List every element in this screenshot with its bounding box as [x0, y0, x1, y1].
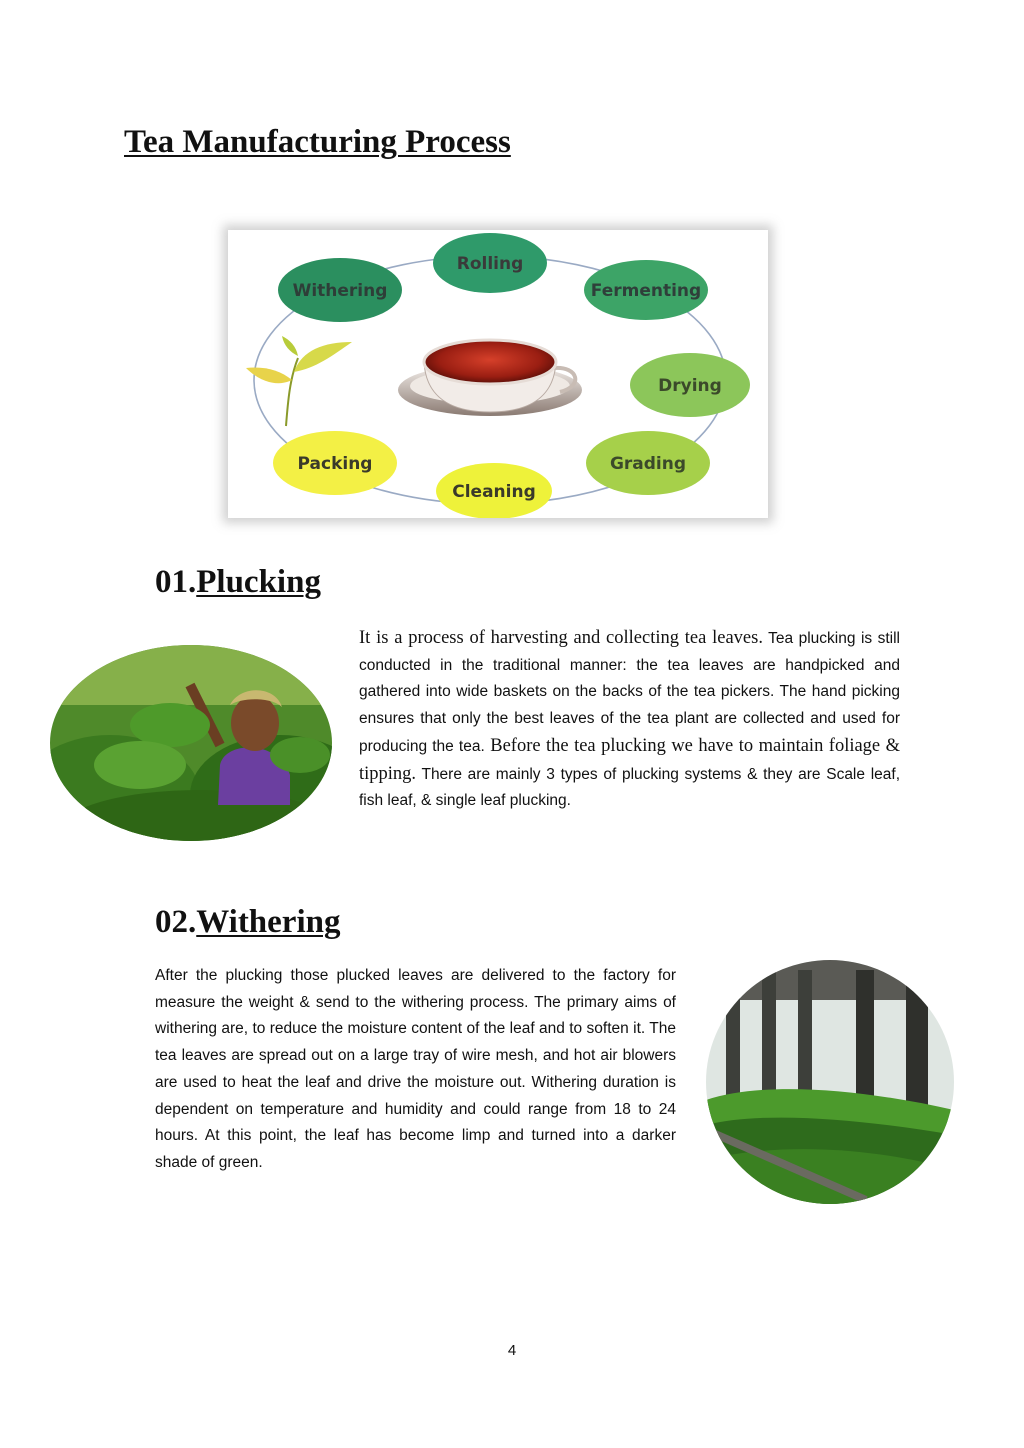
- step-grading: [586, 431, 710, 495]
- step-packing: [273, 431, 397, 495]
- step-cleaning: [436, 463, 552, 518]
- svg-text:Cleaning: Cleaning: [452, 482, 536, 502]
- tea-plucker-photo: [50, 645, 332, 841]
- section-heading-plucking: [155, 564, 321, 601]
- tea-cup-illustration: [398, 340, 582, 416]
- process-cycle-svg: [228, 230, 768, 518]
- process-cycle-diagram: [228, 230, 768, 518]
- svg-text:Grading: Grading: [609, 454, 687, 474]
- withering-paragraph: After the plucking those plucked leaves are delivered to the factory for measure the weight & send to the withering process. The primary aims of withering are, to reduce the moisture content of the leaf and to soften it. The tea leaves are spread out on a large tray of wire mesh, and hot air blowers are used to heat the leaf and drive the moisture out. Withering duration is dependent on temperature and humidity and could range from 18 to 24 hours. At this point, the leaf has become limp and turned into a darker shade of green.: [155, 967, 676, 1171]
- plucking-paragraph: It is a process of harvesting and collecting tea leaves. Tea plucking is still conducted in the traditional manner: the tea leaves are handpicked and gathered into wide baskets on the backs of the tea pickers. The hand picking ensures that only the best leaves of the tea plant are collected and used for producing the tea. Before the tea plucking we have to maintain foliage & tipping. There are mainly 3 types of plucking systems & they are Scale leaf, fish leaf, & single leaf plucking.: [359, 628, 901, 810]
- section-heading-withering: [155, 904, 340, 941]
- step-rolling: [433, 233, 547, 293]
- section-title: Withering: [196, 904, 341, 940]
- svg-text:Packing: Packing: [297, 454, 373, 474]
- page-title: Tea Manufacturing Process: [124, 124, 511, 160]
- withering-trough-photo: [706, 960, 954, 1204]
- step-withering: [278, 258, 402, 322]
- section-number: 01.: [155, 564, 197, 600]
- svg-text:Rolling: Rolling: [456, 254, 524, 274]
- step-fermenting: [584, 260, 708, 320]
- svg-text:Fermenting: Fermenting: [590, 281, 702, 301]
- section-number: 02.: [155, 904, 197, 940]
- svg-text:Withering: Withering: [292, 281, 388, 301]
- section-title: Plucking: [196, 564, 321, 600]
- svg-text:Drying: Drying: [658, 376, 722, 396]
- step-drying: [630, 353, 750, 417]
- page-number: 4: [507, 1342, 517, 1359]
